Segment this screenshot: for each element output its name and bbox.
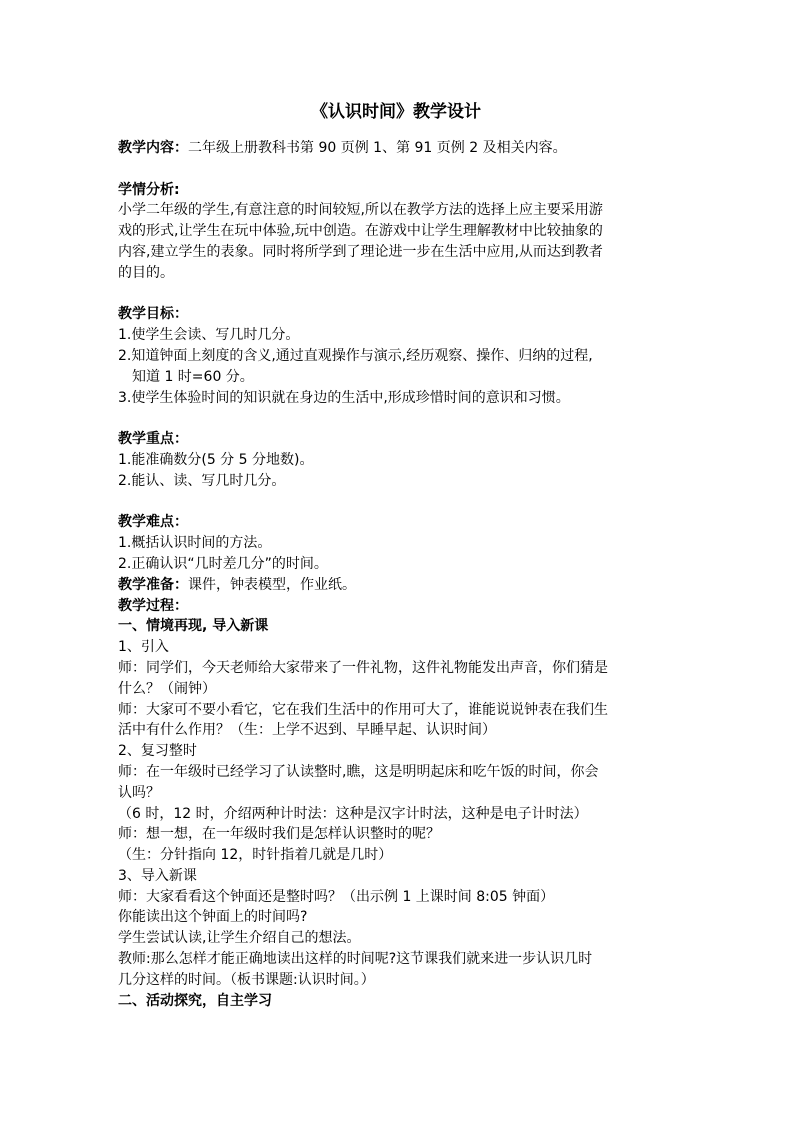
goal-item: 2.知道钟面上刻度的含义,通过直观操作与演示,经历观察、操作、归纳的过程,: [118, 347, 593, 364]
process-line: （6 时，12 时，介绍两种计时法：这种是汉字计时法，这种是电子计时法）: [118, 805, 588, 822]
subsection-heading: 2、复习整时: [118, 743, 197, 760]
key-point-item: 2.能认、读、写几时几分。: [118, 472, 286, 489]
spacer: [118, 492, 674, 513]
spacer: [118, 159, 674, 180]
difficulty-item: 1.概括认识时间的方法。: [118, 535, 272, 552]
process-heading: 教学过程：: [118, 597, 188, 614]
difficulty-item: 2.正确认识“几时差几分”的时间。: [118, 555, 328, 572]
preparation: [118, 575, 674, 596]
key-point-item: 1.能准确数分(5 分 5 分地数)。: [118, 451, 314, 468]
goal-item: 3.使学生体验时间的知识就在身边的生活中,形成珍惜时间的意识和习惯。: [118, 389, 570, 406]
process-line: 活中有什么作用？（生：上学不迟到、早睡早起、认识时间）: [118, 722, 496, 739]
process-line: 师：大家看看这个钟面还是整时吗？（出示例 1 上课时间 8:05 钟面）: [118, 888, 555, 905]
process-line: 几分这样的时间。（板书课题:认识时间。）: [118, 971, 375, 988]
goal-item: 1.使学生会读、写几时几分。: [118, 327, 300, 344]
subsection-heading: 1、引入: [118, 639, 169, 656]
goals-heading: 教学目标：: [118, 306, 188, 323]
key-points-heading: 教学重点：: [118, 431, 188, 448]
process-line: 认吗？: [118, 784, 160, 801]
analysis-line: 戏的形式,让学生在玩中体验,玩中创造。在游戏中让学生理解教材中比较抽象的: [118, 223, 603, 240]
difficulties-heading: 教学难点：: [118, 514, 188, 531]
process-line: 师：同学们，今天老师给大家带来了一件礼物，这件礼物能发出声音，你们猜是: [118, 659, 608, 676]
teaching-content-text: 二年级上册教科书第 90 页例 1、第 91 页例 2 及相关内容。: [188, 140, 567, 156]
teaching-content: [118, 138, 674, 159]
analysis-line: 小学二年级的学生,有意注意的时间较短,所以在教学方法的选择上应主要采用游: [118, 202, 603, 219]
process-line: 什么？（闹钟）: [118, 680, 216, 697]
section-heading: 二、活动探究，自主学习: [118, 992, 272, 1009]
process-line: 师：大家可不要小看它，它在我们生活中的作用可大了，谁能说说钟表在我们生: [118, 701, 608, 718]
process-line: 学生尝试认读,让学生介绍自己的想法。: [118, 930, 361, 947]
goal-item-continued: 知道 1 时=60 分。: [132, 368, 254, 385]
preparation-text: 课件，钟表模型，作业纸。: [188, 576, 356, 593]
process-line: 你能读出这个钟面上的时间吗?: [118, 909, 308, 926]
analysis-heading: 学情分析:: [118, 181, 180, 198]
process-line: （生：分针指向 12，时针指着几就是几时）: [118, 847, 393, 864]
document-title: 《认识时间》教学设计: [311, 102, 481, 122]
process-line: 教师:那么怎样才能正确地读出这样的时间呢?这节课我们就来进一步认识几时: [118, 951, 593, 968]
analysis-line: 的目的。: [118, 264, 174, 281]
process-line: 师：在一年级时已经学习了认读整时,瞧，这是明明起床和吃午饭的时间，你会: [118, 763, 599, 780]
section-heading: 一、情境再现, 导入新课: [118, 618, 269, 635]
spacer: [118, 284, 674, 305]
subsection-heading: 3、导入新课: [118, 867, 197, 884]
analysis-line: 内容,建立学生的表象。同时将所学到了理论进一步在生活中应用,从而达到教者: [118, 243, 603, 260]
preparation-label: 教学准备：: [118, 576, 188, 593]
teaching-content-label: 教学内容：: [118, 140, 188, 156]
spacer: [118, 408, 674, 429]
process-line: 师：想一想，在一年级时我们是怎样认识整时的呢？: [118, 826, 440, 843]
